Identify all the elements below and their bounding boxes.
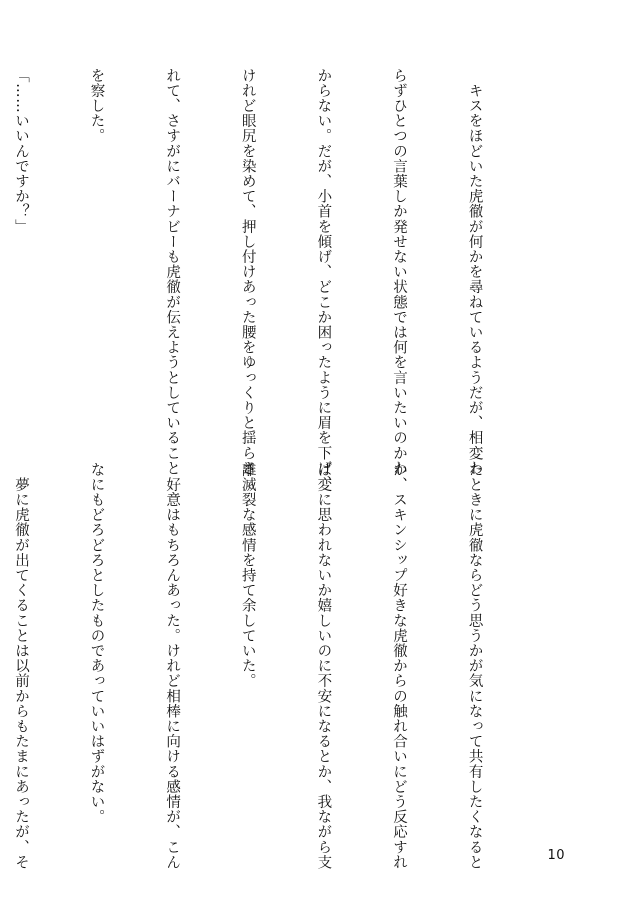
text-line: からない。だが、小首を傾げ、どこか困ったように眉を下げ、 xyxy=(315,68,332,491)
text-line: らずひとつの言葉しか発せない状態では何を言いたいのかわ xyxy=(390,68,407,476)
text-line: れて、さすがにバーナビーも虎徹が伝えようとしていること xyxy=(164,68,181,476)
text-line: 好意はもちろんあった。けれど相棒に向ける感情が、こん xyxy=(164,462,181,870)
lower-text-column-block xyxy=(12,462,537,870)
text-line: ば変に思われないか嬉しいのに不安になるとか、我ながら支 xyxy=(315,462,332,870)
upper-text-column-block xyxy=(12,68,537,491)
page-number: 10 xyxy=(547,848,565,863)
dialogue-line: 「……いいんですか？」 xyxy=(12,68,29,235)
text-line: 離滅裂な感情を持て余していた。 xyxy=(239,462,256,689)
text-line: たときに虎徹ならどう思うかが気になって共有したくなると xyxy=(466,462,483,870)
text-line: キスをほどいた虎徹が何かを尋ねているようだが、相変わ xyxy=(466,68,483,476)
text-line: 夢に虎徹が出てくることは以前からもたまにあったが、そ xyxy=(12,462,29,870)
text-line: けれど眼尻を染めて、押し付けあった腰をゆっくりと揺らさ xyxy=(239,68,256,476)
text-line: を察した。 xyxy=(88,68,105,144)
text-line: か、スキンシップ好きな虎徹からの触れ合いにどう反応すれ xyxy=(390,462,407,870)
text-line: なにもどろどろとしたものであっていいはずがない。 xyxy=(88,462,105,825)
